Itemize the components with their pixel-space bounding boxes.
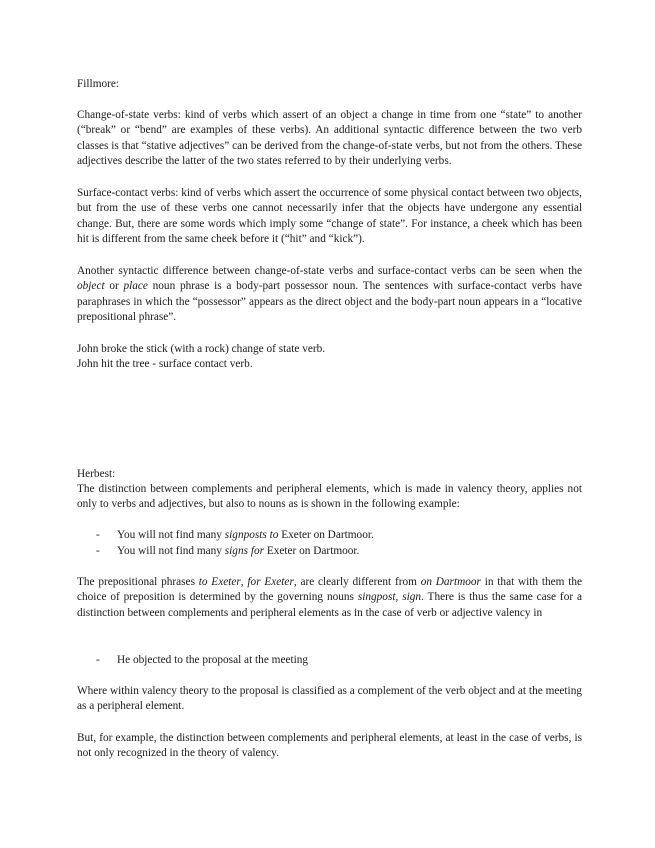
text-run: Exeter on Dartmoor.	[278, 529, 374, 541]
fillmore-example-1: John broke the stick (with a rock) change of state verb.	[77, 343, 326, 355]
italic-run: to Exeter	[198, 576, 241, 588]
herbst-heading: Herbest:	[77, 468, 116, 480]
italic-run: for Exeter	[247, 576, 294, 588]
herbst-closing-paragraph: But, for example, the distinction between complements and peripheral elements, at least in the case of verbs, is not only recognized in the theory of valency.	[77, 732, 582, 760]
text-run: , are clearly different from	[293, 576, 421, 588]
text-run: in that with them the choice of preposition is determined by the governing nouns	[77, 576, 583, 604]
bullet-dash: -	[96, 654, 100, 666]
herbst-valency-paragraph: Where within valency theory to the proposal is classified as a complement of the verb object and at the meeting as a peripheral element.	[77, 685, 582, 713]
fillmore-paragraph-surface-contact: Surface-contact verbs: kind of verbs which assert the occurrence of some physical contact between two objects, but from the use of these verbs one cannot necessarily infer that the objects have undergone any essential change. But, there are some words which imply some “change of state”. For instance, a cheek which has been hit is different from the same cheek before it (“hit” and “kick”).	[77, 187, 582, 246]
fillmore-paragraph-change-of-state: Change-of-state verbs: kind of verbs which assert of an object a change in time from one “state” to another (“break” or “bend” are examples of these verbs). An additional syntactic difference between the two verb classes is that “stative adjectives” can be derived from the change-of-state verbs, but not from the others. These adjectives describe the latter of the two states referred to by their underlying verbs.	[77, 109, 582, 168]
bullet-text-3: He objected to the proposal at the meeting	[117, 654, 309, 666]
text-run: noun phrase is a body-part possessor noun. The sentences with surface-contact verbs have paraphrases in which the “possessor” appears as the direct object and the body-part noun appears in a “locative prepositional phrase”.	[77, 280, 582, 324]
text-run: ,	[395, 591, 403, 604]
text-run: You will not find many	[117, 545, 225, 557]
italic-run: place	[123, 280, 148, 293]
italic-run: signposts to	[224, 529, 279, 541]
herbst-prepositional-paragraph	[77, 575, 582, 621]
text-run: ,	[240, 576, 248, 588]
text-run: The prepositional phrases	[77, 576, 199, 588]
text-run: . There is thus the same case for a distinction between complements and peripheral elements as in the case of verb or adjective valency in	[77, 591, 582, 619]
text-run: Exeter on Dartmoor.	[264, 545, 360, 557]
bullet-text-2	[117, 544, 359, 559]
text-run: Another syntactic difference between change-of-state verbs and surface-contact verbs can be seen when the	[77, 265, 582, 277]
text-run: You will not find many	[117, 529, 225, 541]
herbst-intro-paragraph: The distinction between complements and peripheral elements, which is made in valency theory, applies not only to verbs and adjectives, but also to nouns as is shown in the following example:	[77, 483, 582, 511]
bullet-dash: -	[96, 545, 100, 557]
italic-run: on Dartmoor	[420, 576, 481, 588]
italic-run: signs for	[224, 545, 265, 557]
italic-run: singpost	[357, 591, 396, 604]
bullet-dash: -	[96, 529, 100, 541]
italic-run: object	[77, 280, 105, 293]
text-run: or	[104, 280, 124, 293]
fillmore-example-2: John hit the tree - surface contact verb.	[77, 358, 253, 370]
fillmore-heading: Fillmore:	[77, 78, 120, 90]
fillmore-paragraph-syntactic-difference	[77, 264, 582, 326]
italic-run: sign	[402, 591, 422, 604]
bullet-text-1	[117, 528, 374, 543]
